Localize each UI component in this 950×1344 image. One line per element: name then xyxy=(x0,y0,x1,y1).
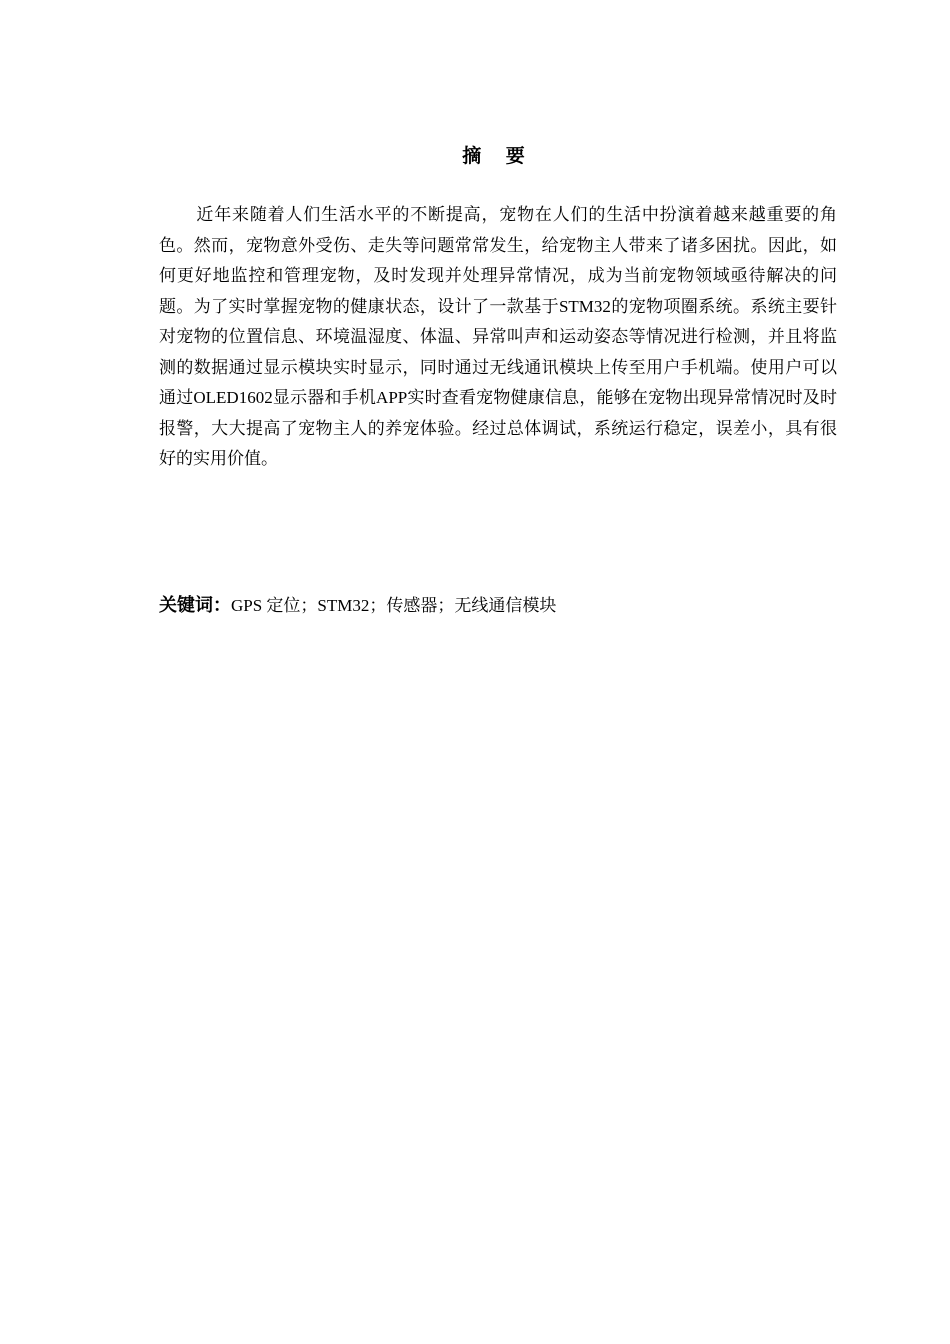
keywords-label: 关键词： xyxy=(159,595,231,616)
abstract-title: 摘 要 xyxy=(462,145,534,167)
abstract-body: 近年来随着人们生活水平的不断提高，宠物在人们的生活中扮演着越来越重要的角色。然而，宠物意外受伤、走失等问题常常发生，给宠物主人带来了诸多困扰。因此，如何更好地监控和管理宠物，及时发现并处理异常情况，成为当前宠物领域亟待解决的问题。为了实时掌握宠物的健康状态，设计了一款基于STM32的宠物项圈系统。系统主要针对宠物的位置信息、环境温湿度、体温、异常叫声和运动姿态等情况进行检测，并且将监测的数据通过显示模块实时显示，同时通过无线通讯模块上传至用户手机端。使用户可以通过OLED1602显示器和手机APP实时查看宠物健康信息，能够在宠物出现异常情况时及时报警，大大提高了宠物主人的养宠体验。经过总体调试，系统运行稳定，误差小，具有很好的实用价值。 xyxy=(159,205,837,468)
keywords-value: GPS 定位；STM32；传感器；无线通信模块 xyxy=(231,596,557,615)
keywords-line xyxy=(159,592,837,620)
